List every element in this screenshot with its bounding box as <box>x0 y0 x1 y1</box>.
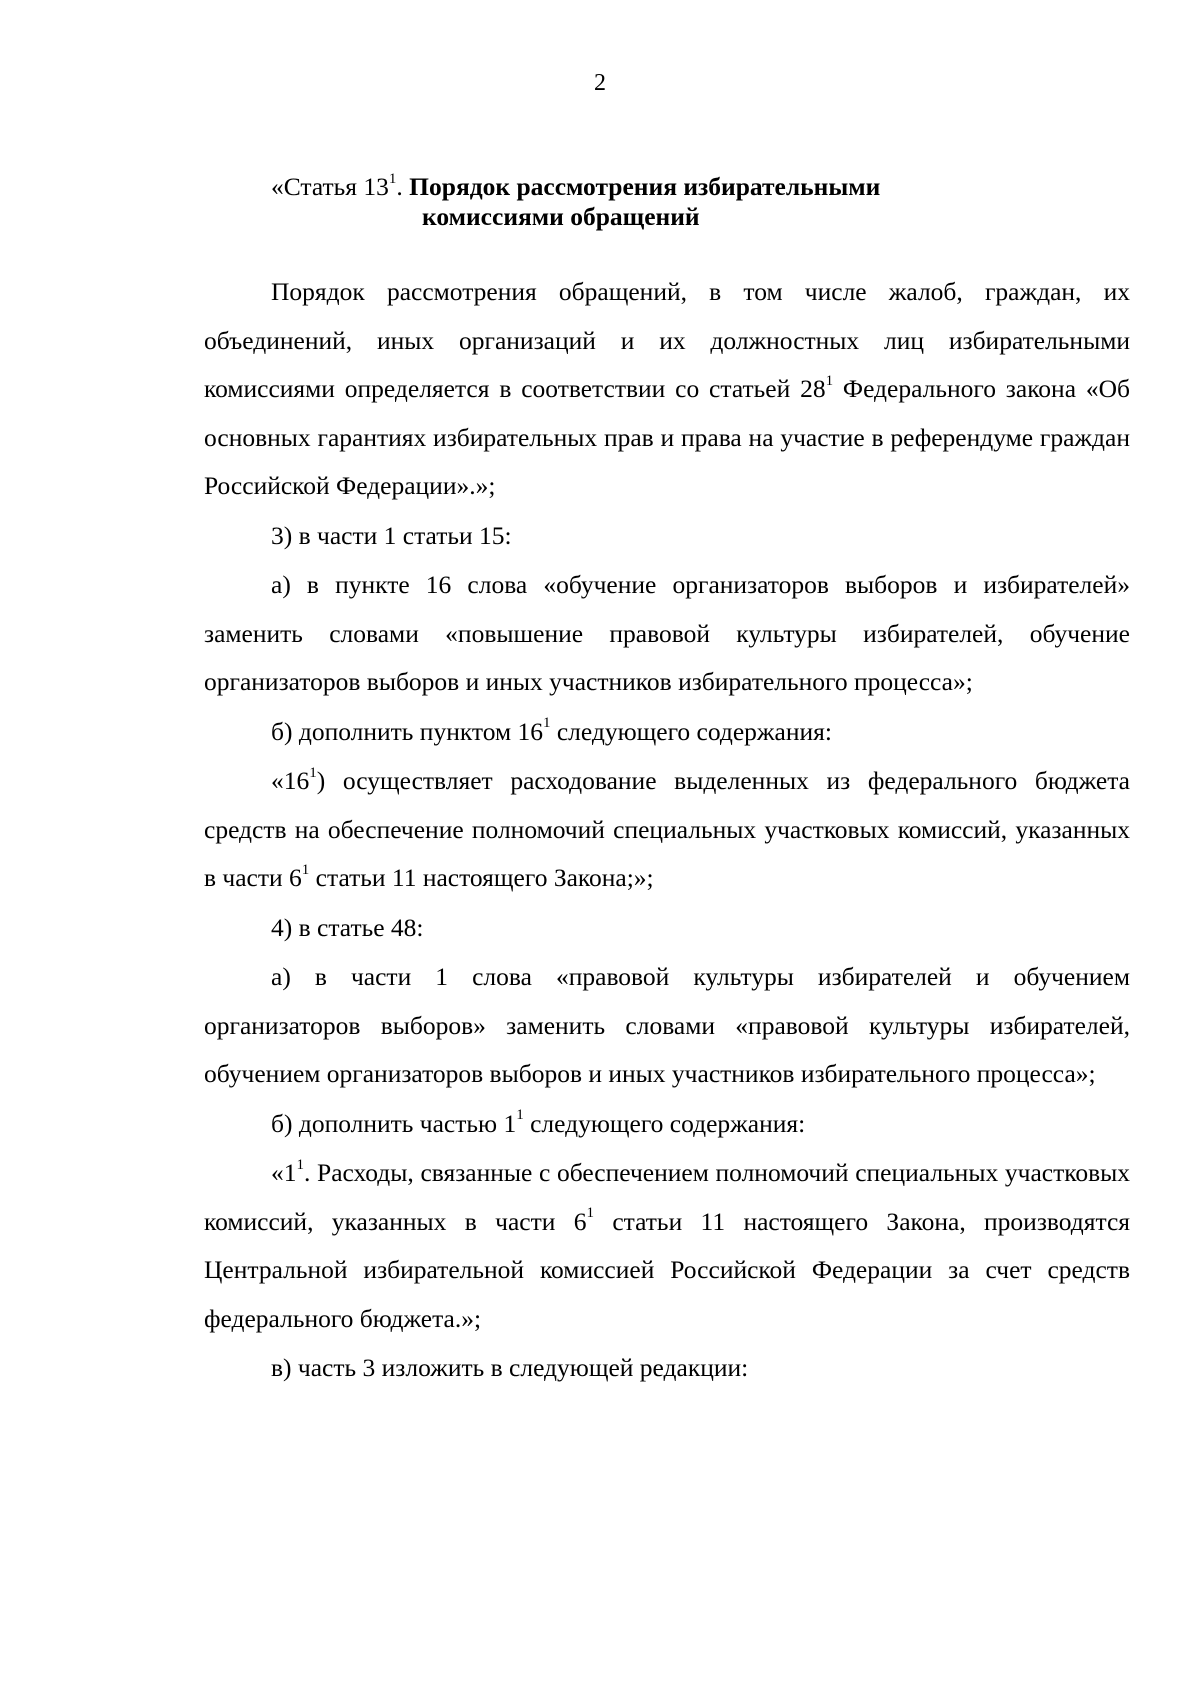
paragraph <box>204 561 1130 707</box>
paragraph-text: статьи 11 настоящего Закона, производятся Центральной избирательной комиссией Российской Федерации за счет средств федерального бюджета.»; <box>204 1206 1130 1333</box>
paragraph-text: «16 <box>271 766 310 795</box>
paragraph <box>204 904 1130 953</box>
document-body <box>204 268 1130 1394</box>
paragraph-text: Федерального закона «Об основных гарантиях избирательных прав и права на участие в референдуме граждан Российской Федерации».»; <box>204 374 1130 500</box>
paragraph-text: следующего содержания: <box>523 1108 806 1138</box>
paragraph <box>204 512 1130 561</box>
paragraph <box>204 708 1130 757</box>
superscript: 1 <box>309 764 317 781</box>
paragraph <box>204 268 1130 511</box>
article-heading <box>271 172 880 232</box>
superscript: 1 <box>296 1156 304 1173</box>
paragraph-text: 3) в части 1 статьи 15: <box>271 520 512 550</box>
paragraph <box>204 757 1130 903</box>
article-heading-line1 <box>271 172 880 202</box>
paragraph-text: следующего содержания: <box>550 716 832 746</box>
paragraph <box>204 1149 1130 1343</box>
paragraph <box>204 953 1130 1099</box>
article-heading-line2 <box>271 202 880 232</box>
paragraph-text: 4) в статье 48: <box>271 912 424 942</box>
paragraph-text: б) дополнить пунктом 16 <box>271 716 543 746</box>
paragraph-text: в) часть 3 изложить в следующей редакции: <box>271 1353 749 1382</box>
paragraph <box>204 1100 1130 1149</box>
paragraph-text: . Расходы, связанные с обеспечением полномочий специальных участковых комиссий, указанных в части 6 <box>204 1158 1130 1236</box>
paragraph-text: статьи 11 настоящего Закона;»; <box>309 863 654 892</box>
superscript: 1 <box>542 715 551 731</box>
article-prefix: «Статья 13 <box>271 172 389 201</box>
page-number: 2 <box>594 70 606 96</box>
superscript: 1 <box>516 1107 524 1123</box>
paragraph-text: б) дополнить частью 1 <box>271 1108 517 1138</box>
paragraph-text: ) осуществляет расходование выделенных из федерального бюджета средств на обеспечение полномочий специальных участковых комиссий, указанных в части 6 <box>204 766 1130 892</box>
article-title-line2: комиссиями обращений <box>422 202 700 231</box>
paragraph-text: а) в части 1 слова «правовой культуры избирателей и обучением организаторов выборов» заменить словами «правовой культуры избирателей, обучением организаторов выборов и иных участников избирательного процесса»; <box>204 962 1130 1088</box>
paragraph <box>204 1344 1130 1393</box>
article-prefix-dot: . <box>396 172 410 201</box>
superscript: 1 <box>586 1205 595 1221</box>
superscript: 1 <box>301 861 310 878</box>
paragraph-text: а) в пункте 16 слова «обучение организаторов выборов и избирателей» заменить словами «повышение правовой культуры избирателей, обучение организаторов выборов и иных участников избирательного процесса»; <box>204 570 1130 696</box>
paragraph-text: Порядок рассмотрения обращений, в том числе жалоб, граждан, их объединений, иных организаций и их должностных лиц избирательными комиссиями определяется в соответствии со статьей 28 <box>204 277 1130 403</box>
paragraph-text: «1 <box>271 1158 297 1187</box>
superscript: 1 <box>825 372 834 389</box>
article-title-line1: Порядок рассмотрения избирательными <box>409 172 881 201</box>
article-prefix-superscript: 1 <box>388 170 397 187</box>
